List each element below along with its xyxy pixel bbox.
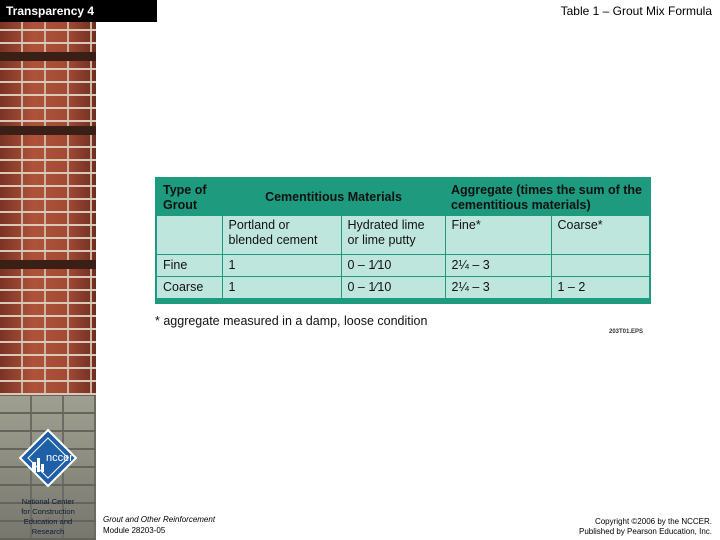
cell-fine: 2¼ – 3 bbox=[445, 277, 551, 302]
header-cementitious-materials: Cementitious Materials bbox=[222, 178, 445, 216]
brick-wall-image bbox=[0, 20, 96, 395]
transparency-tag: Transparency 4 bbox=[0, 0, 157, 22]
brick-band bbox=[0, 52, 96, 61]
subheader-hydrated-lime: Hydrated lime or lime putty bbox=[341, 216, 445, 255]
subheader-coarse: Coarse* bbox=[551, 216, 650, 255]
organization-name: National Center for Construction Education and Research bbox=[21, 497, 75, 536]
table-row bbox=[156, 255, 650, 277]
nccer-logo-icon bbox=[18, 428, 78, 488]
subheader-fine: Fine* bbox=[445, 216, 551, 255]
copyright-text: Copyright ©2006 by the NCCER. bbox=[594, 517, 712, 526]
subheader-portland: Portland or blended cement bbox=[222, 216, 341, 255]
grout-mix-table bbox=[155, 177, 651, 304]
cell-hydrated: 0 – 1⁄10 bbox=[341, 255, 445, 277]
table-subheader-row bbox=[156, 216, 650, 255]
figure-id: 203T01.EPS bbox=[609, 329, 644, 335]
cell-fine: 2¼ – 3 bbox=[445, 255, 551, 277]
brick-band bbox=[0, 260, 96, 269]
module-number: Module 28203-05 bbox=[103, 526, 166, 535]
table-header-row bbox=[156, 178, 650, 216]
slide-title: Table 1 – Grout Mix Formula bbox=[560, 4, 712, 18]
module-title: Grout and Other Reinforcement bbox=[103, 515, 216, 524]
header-aggregate: Aggregate (times the sum of the cementitious materials) bbox=[445, 178, 650, 216]
cell-coarse: 1 – 2 bbox=[551, 277, 650, 302]
cell-type: Coarse bbox=[156, 277, 222, 302]
cell-portland: 1 bbox=[222, 277, 341, 302]
cell-coarse bbox=[551, 255, 650, 277]
logo-text: nccer bbox=[46, 452, 73, 464]
side-photo-strip bbox=[0, 0, 96, 540]
module-info bbox=[103, 514, 215, 536]
cell-hydrated: 0 – 1⁄10 bbox=[341, 277, 445, 302]
brick-band bbox=[0, 126, 96, 135]
header-type-of-grout: Type of Grout bbox=[156, 178, 222, 216]
cell-type: Fine bbox=[156, 255, 222, 277]
table-row bbox=[156, 277, 650, 302]
table-footnote: * aggregate measured in a damp, loose condition bbox=[155, 314, 428, 328]
publisher-text: Published by Pearson Education, Inc. bbox=[579, 527, 712, 536]
copyright-info bbox=[579, 517, 712, 537]
cell-portland: 1 bbox=[222, 255, 341, 277]
